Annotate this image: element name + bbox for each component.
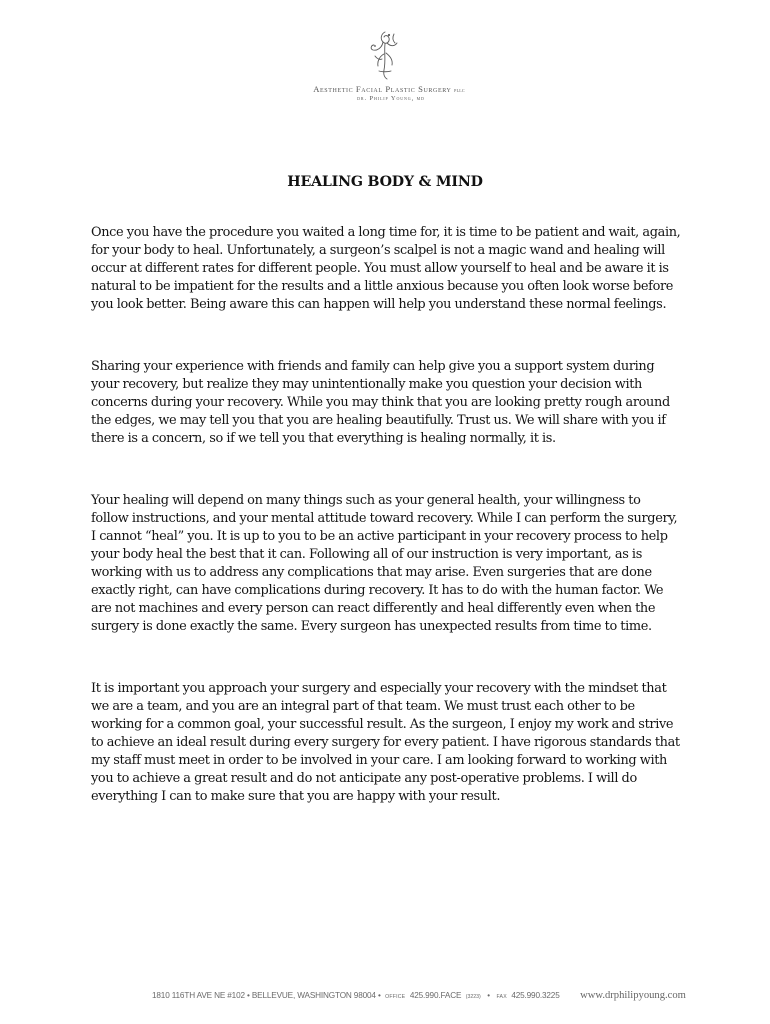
footer-website[interactable]: www.drphilipyoung.com <box>580 990 686 1001</box>
paragraph: It is important you approach your surgery and especially your recovery with the mindset that we are a team, and you are an integral part of that team. We must trust each other to be working for a common goal, your successful result. As the surgeon, I enjoy my work and strive to achieve an ideal result during every surgery for every patient. I have rigorous standards that my staff must meet in order to be involved in your care. I am looking forward to working with you to achieve a great result and do not anticipate any post-operative problems. I will do everything I can to make sure that you are happy with your result. <box>91 681 680 804</box>
footer-office-numeric: (3223) <box>465 994 481 1000</box>
practice-logo <box>363 26 407 82</box>
paragraph: Your healing will depend on many things such as your general health, your willingness to follow instructions, and your mental attitude toward recovery. While I can perform the surgery, I cannot “heal” you. It is up to you to be an active participant in your recovery process to help your body heal the best that it can. Following all of our instruction is very important, as is working with us to address any complications that may arise. Even surgeries that are done exactly right, can have complications during recovery. It has to do with the human factor. We are not machines and every person can react differently and heal differently even when the surgery is done exactly the same. Every surgeon has unexpected results from time to time. <box>91 493 678 634</box>
footer-fax-number: 425.990.3225 <box>511 991 560 1000</box>
doctor-name: dr. Philip Young, md <box>357 95 425 102</box>
footer-contact <box>152 985 686 1003</box>
paragraph: Sharing your experience with friends and family can help give you a support system during your recovery, but realize they may unintentionally make you question your decision with concerns during your recovery. While you may think that you are looking pretty rough around the edges, we may tell you that you are healing beautifully. Trust us. We will share with you if there is a concern, so if we tell you that everything is healing normally, it is. <box>91 359 670 446</box>
footer-office-label: OFFICE <box>385 994 406 1000</box>
practice-suffix: pllc <box>454 89 465 94</box>
footer-fax-label: FAX <box>496 994 507 1000</box>
footer-office-number: 425.990.FACE <box>409 991 462 1000</box>
practice-name-text: Aesthetic Facial Plastic Surgery <box>313 84 452 94</box>
practice-name <box>8 84 770 94</box>
footer-bullet: • <box>487 991 490 1000</box>
footer-address: 1810 116TH AVE NE #102 • BELLEVUE, WASHINGTON 98004 • <box>152 991 381 1000</box>
document-title: HEALING BODY & MIND <box>287 174 483 190</box>
paragraph: Once you have the procedure you waited a long time for, it is time to be patient and wait, again, for your body to heal. Unfortunately, a surgeon’s scalpel is not a magic wand and healing will occur at different rates for different people. You must allow yourself to heal and be aware it is natural to be impatient for the results and a little anxious because you often look worse before you look better. Being aware this can happen will help you understand these normal feelings. <box>91 225 681 312</box>
letterhead <box>0 26 770 102</box>
document-body <box>91 224 681 850</box>
